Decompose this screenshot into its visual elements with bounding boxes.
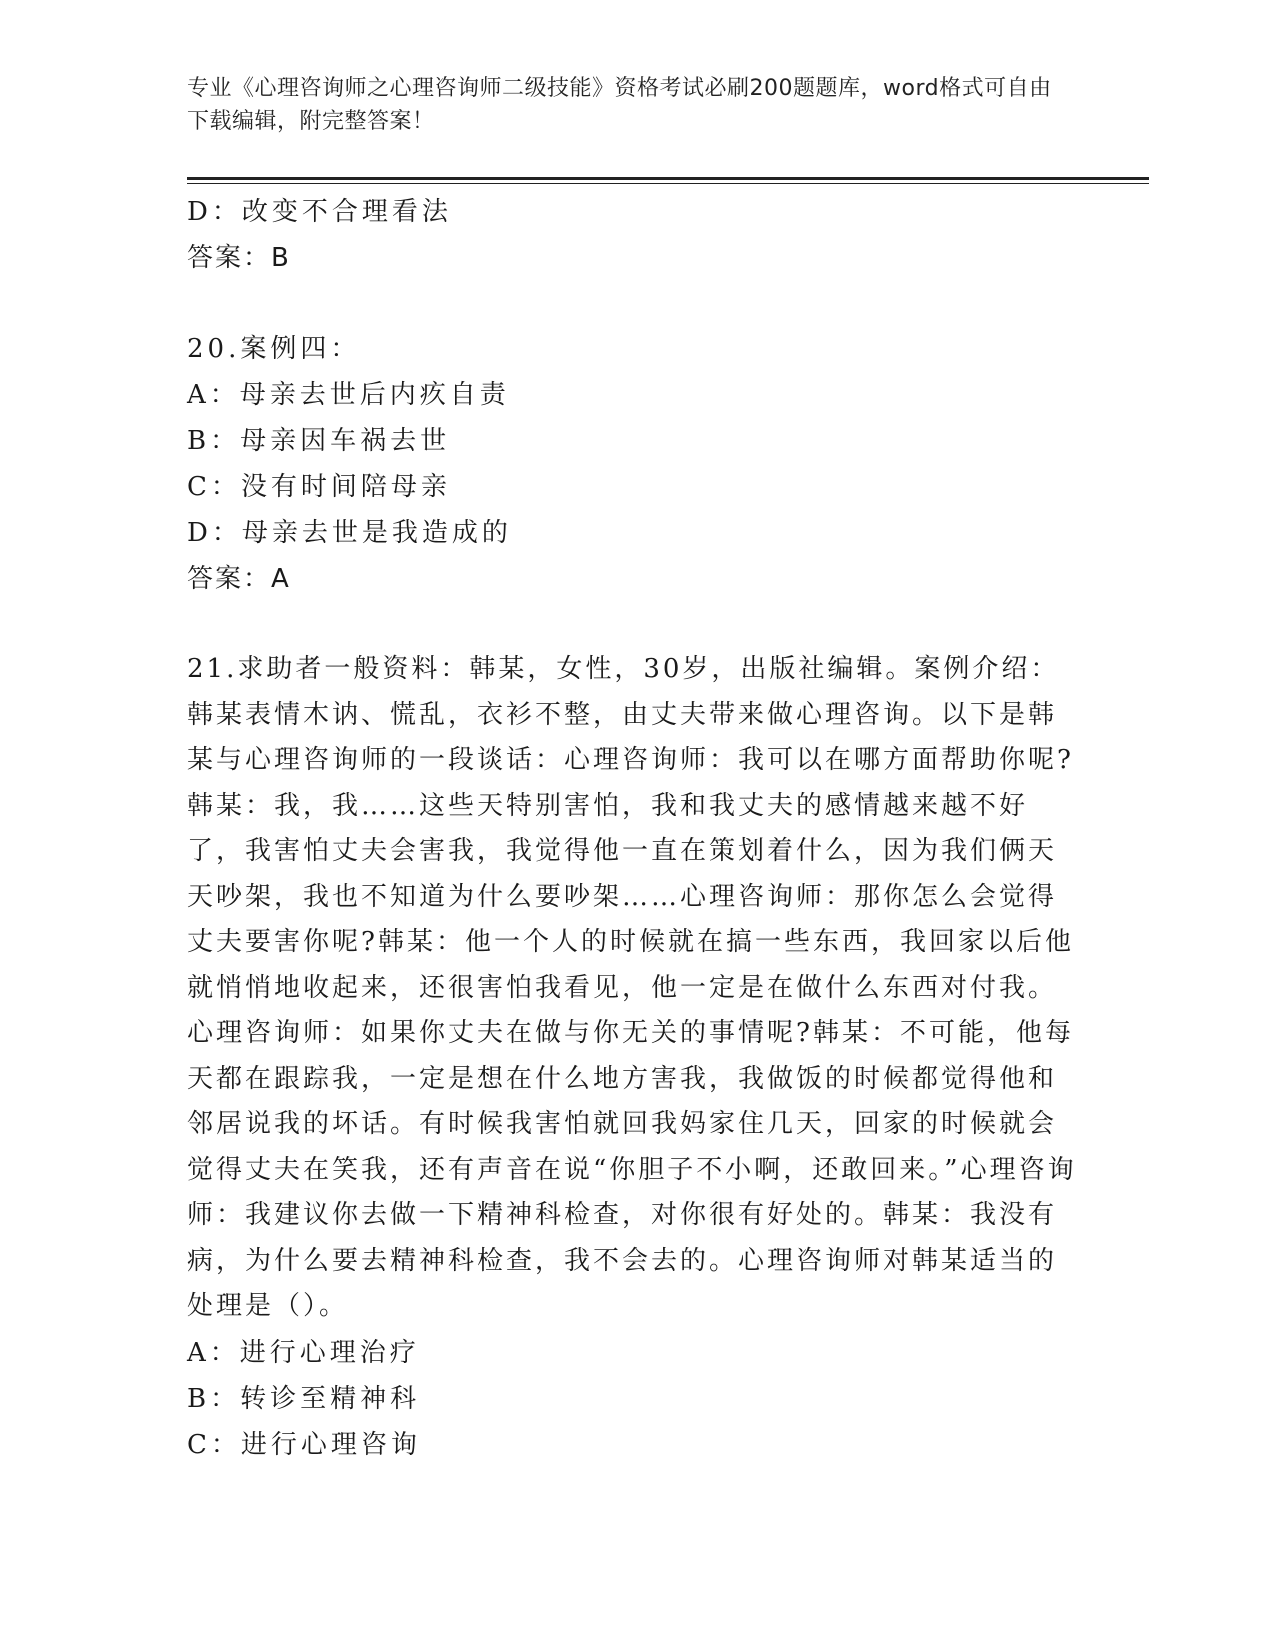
spacer	[187, 281, 1087, 326]
header-rule-thick	[187, 177, 1149, 180]
q20-question: 20.案例四：	[187, 334, 361, 364]
q20-option-d: D：母亲去世是我造成的	[187, 518, 512, 548]
q19-answer: 答案：B	[187, 243, 291, 273]
q21-question: 21.求助者一般资料：韩某，女性，30岁，出版社编辑。案例介绍：韩某表情木讷、慌乱，衣衫不整，由丈夫带来做心理咨询。以下是韩某与心理咨询师的一段谈话：心理咨询师：我可以在哪方面帮助你呢?韩某：我，我……这些天特别害怕，我和我丈夫的感情越来越不好了，我害怕丈夫会害我，我觉得他一直在策划着什么，因为我们俩天天吵架，我也不知道为什么要吵架……心理咨询师：那你怎么会觉得丈夫要害你呢?韩某：他一个人的时候就在搞一些东西，我回家以后他就悄悄地收起来，还很害怕我看见，他一定是在做什么东西对付我。心理咨询师：如果你丈夫在做与你无关的事情呢?韩某：不可能，他每天都在跟踪我，一定是想在什么地方害我，我做饭的时候都觉得他和邻居说我的坏话。有时候我害怕就回我妈家住几天，回家的时候就会觉得丈夫在笑我，还有声音在说“你胆子不小啊，还敢回来。”心理咨询师：我建议你去做一下精神科检查，对你很有好处的。韩某：我没有病，为什么要去精神科检查，我不会去的。心理咨询师对韩某适当的处理是（）。	[187, 654, 1077, 1321]
document-header: 专业《心理咨询师之心理咨询师二级技能》资格考试必刷200题题库，word格式可自由下载编辑，附完整答案！	[187, 76, 1052, 134]
q20-option-b: B：母亲因车祸去世	[187, 426, 451, 456]
q20-option-c: C：没有时间陪母亲	[187, 472, 451, 502]
q21-option-b: B：转诊至精神科	[187, 1383, 421, 1414]
q19-option-d: D：改变不合理看法	[187, 197, 452, 227]
header-rule-thin	[187, 183, 1149, 184]
document-body	[187, 189, 1087, 1468]
q20-answer: 答案：A	[187, 564, 291, 594]
q20-option-a: A：母亲去世后内疚自责	[187, 380, 510, 410]
q21-option-c: C：进行心理咨询	[187, 1429, 421, 1460]
spacer	[187, 602, 1087, 647]
q21-option-a: A：进行心理治疗	[187, 1337, 420, 1368]
